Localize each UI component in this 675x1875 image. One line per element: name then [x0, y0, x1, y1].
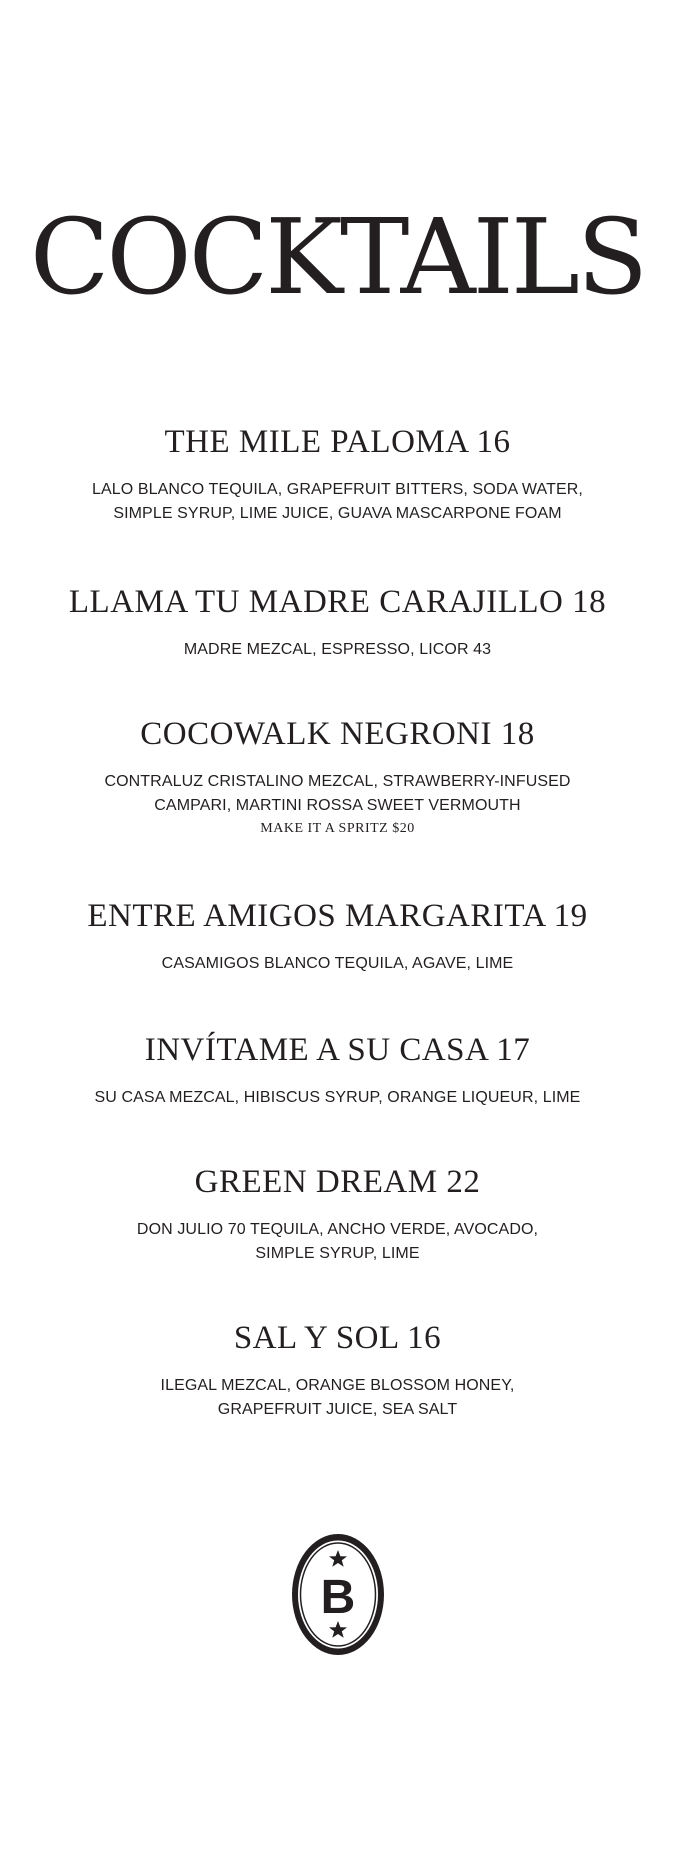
menu-item-mile-paloma — [0, 424, 675, 526]
description-line: CASAMIGOS BLANCO TEQUILA, AGAVE, LIME — [161, 955, 514, 972]
description-line: SIMPLE SYRUP, LIME JUICE, GUAVA MASCARPONE FOAM — [113, 505, 562, 522]
menu-item-entre-amigos-margarita — [0, 898, 675, 976]
item-name: THE MILE PALOMA 16 — [164, 424, 511, 460]
item-description — [0, 952, 675, 976]
description-line: ILEGAL MEZCAL, ORANGE BLOSSOM HONEY, — [160, 1377, 515, 1394]
item-name: GREEN DREAM 22 — [194, 1164, 481, 1200]
description-line: CAMPARI, MARTINI ROSSA SWEET VERMOUTH — [154, 797, 521, 814]
item-description — [0, 1218, 675, 1266]
item-name: COCOWALK NEGRONI 18 — [140, 716, 535, 752]
description-line: SIMPLE SYRUP, LIME — [255, 1245, 420, 1262]
description-line: GRAPEFRUIT JUICE, SEA SALT — [217, 1401, 458, 1418]
item-description — [0, 638, 675, 662]
item-description — [0, 1086, 675, 1110]
menu-item-cocowalk-negroni — [0, 716, 675, 838]
description-line: LALO BLANCO TEQUILA, GRAPEFRUIT BITTERS, SODA WATER, — [92, 481, 583, 498]
item-name: ENTRE AMIGOS MARGARITA 19 — [87, 898, 588, 934]
spritz-note: MAKE IT A SPRITZ $20 — [260, 821, 415, 836]
description-line: DON JULIO 70 TEQUILA, ANCHO VERDE, AVOCADO, — [136, 1221, 539, 1238]
description-line: SU CASA MEZCAL, HIBISCUS SYRUP, ORANGE LIQUEUR, LIME — [94, 1089, 581, 1106]
menu-item-carajillo — [0, 584, 675, 662]
item-name: SAL Y SOL 16 — [233, 1320, 442, 1356]
item-name: INVÍTAME A SU CASA 17 — [144, 1032, 531, 1068]
item-description — [0, 1374, 675, 1422]
description-line: MADRE MEZCAL, ESPRESSO, LICOR 43 — [183, 641, 492, 658]
item-description — [0, 770, 675, 818]
item-description — [0, 478, 675, 526]
description-line: CONTRALUZ CRISTALINO MEZCAL, STRAWBERRY-INFUSED — [104, 773, 571, 790]
menu-item-green-dream — [0, 1164, 675, 1266]
menu-item-sal-y-sol — [0, 1320, 675, 1422]
page-title: COCKTAILS — [29, 196, 646, 318]
item-name: LLAMA TU MADRE CARAJILLO 18 — [68, 584, 607, 620]
svg-text:B: B — [320, 1571, 356, 1624]
b-star-emblem-logo — [290, 1532, 386, 1657]
menu-item-invitame-a-su-casa — [0, 1032, 675, 1110]
